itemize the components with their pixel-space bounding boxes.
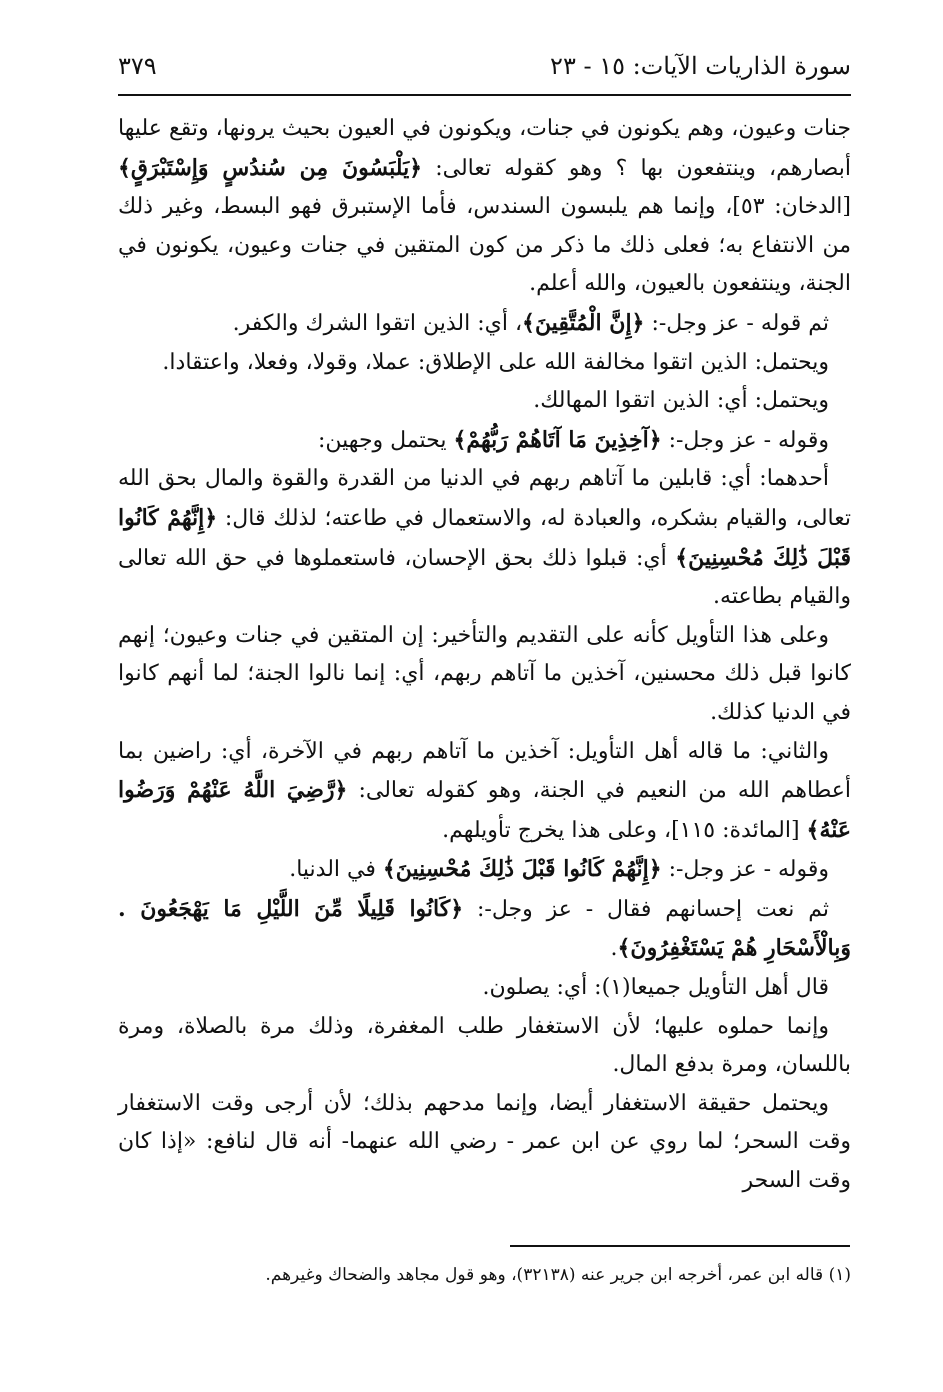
- paragraph-text: يحتمل وجهين:: [318, 427, 454, 453]
- paragraph: [118, 890, 851, 969]
- quran-quote: ﴿آخِذِينَ مَا آتَاهُمْ رَبُّهُمْ﴾: [453, 426, 662, 453]
- header-rule: [118, 94, 851, 96]
- paragraph: [118, 421, 851, 461]
- footnote: (١) قاله ابن عمر، أخرجه ابن جرير عنه (٣٢١٣٨)، وهو قول مجاهد والضحاك وغيرهم.: [265, 1265, 851, 1285]
- page-number: ٣٧٩: [118, 52, 157, 80]
- paragraph: [118, 969, 851, 1008]
- paragraph-text: [الدخان: ٥٣]، وإنما هم يلبسون السندس، فأما الإستبرق فهو البسط، وغير ذلك من الانتفاع به؛ فعلى ذلك ما ذكر من كون المتقين في جنات وعيون، يكونون في الجنة، وينتفعون بالعيون، والله أعلم.: [118, 194, 852, 297]
- footnote-rule: [510, 1245, 850, 1247]
- paragraph-text: وقوله - عز وجل-:: [661, 857, 829, 883]
- paragraph-text: والثاني: ما قاله أهل التأويل: آخذين ما آتاهم ربهم في الآخرة، أي: راضين بما أعطاهم الله من النعيم في الجنة، وهو كقوله تعالى:: [118, 738, 852, 804]
- paragraph: [118, 1085, 851, 1201]
- paragraph: [118, 733, 851, 851]
- paragraph-text: ، أي: الذين اتقوا الشرك والكفر.: [232, 310, 523, 336]
- paragraph-text: ويحتمل: الذين اتقوا مخالفة الله على الإطلاق: عملا، وقولا، وفعلا، واعتقادا.: [162, 349, 829, 375]
- paragraph-text: في الدنيا.: [289, 857, 383, 883]
- paragraph-text: .: [610, 936, 618, 962]
- paragraph-text: ثم قوله - عز وجل-:: [644, 310, 829, 336]
- paragraph: [118, 304, 851, 344]
- running-title: سورة الذاريات الآيات: ١٥ - ٢٣: [550, 52, 851, 80]
- paragraph-text: [المائدة: ١١٥]، وعلى هذا يخرج تأويلهم.: [442, 817, 807, 843]
- paragraph-text: وإنما حملوه عليها؛ لأن الاستغفار طلب المغفرة، وذلك مرة بالصلاة، ومرة باللسان، ومرة بدفع المال.: [118, 1013, 851, 1078]
- paragraph-text: جنات وعيون، وهم يكونون في جنات، ويكونون في العيون بحيث يرونها، وتقع عليها أبصارهم، وينتفعون بها ؟ وهو كقوله تعالى:: [118, 116, 851, 181]
- paragraph: [118, 382, 851, 421]
- quran-quote: ﴿إِنَّهُمْ كَانُوا قَبْلَ ذَٰلِكَ مُحْسِنِينَ﴾: [382, 856, 662, 883]
- quran-quote: ﴿إِنَّهُمْ كَانُوا قَبْلَ ذَٰلِكَ مُحْسِنِينَ﴾: [118, 504, 852, 571]
- paragraph: [118, 850, 851, 890]
- paragraph-text: وعلى هذا التأويل كأنه على التقديم والتأخير: إن المتقين في جنات وعيون؛ إنهم كانوا قبل ذلك محسنين، آخذين ما آتاهم ربهم، أي: إنما نالوا الجنة؛ لما أنهم كانوا في الدنيا كذلك.: [118, 622, 851, 725]
- paragraph-text: وقوله - عز وجل-:: [661, 427, 829, 453]
- paragraph-text: أحدهما: أي: قابلين ما آتاهم ربهم في الدنيا من القدرة والقوة والمال بحق الله تعالى، والقيام بشكره، والعبادة له، والاستعمال في طاعته؛ لذلك قال:: [118, 466, 851, 531]
- paragraph: [118, 1008, 851, 1085]
- page-header: [118, 52, 851, 92]
- quran-quote: ﴿إِنَّ الْمُتَّقِينَ﴾: [522, 309, 645, 336]
- paragraph-text: ثم نعت إحسانهم فقال - عز وجل-:: [463, 896, 829, 922]
- quran-quote: ﴿يَلْبَسُونَ مِن سُندُسٍ وَإِسْتَبْرَقٍ﴾: [118, 154, 423, 181]
- paragraph-text: قال أهل التأويل جميعا(١): أي: يصلون.: [482, 975, 829, 1001]
- paragraph-text: ويحتمل: أي: الذين اتقوا المهالك.: [533, 388, 829, 414]
- paragraph: [118, 460, 851, 616]
- quran-quote: ﴿كَانُوا قَلِيلًا مِّنَ اللَّيْلِ مَا يَهْجَعُونَ . وَبِالْأَسْحَارِ هُمْ يَسْتَغْفِرُونَ﴾: [118, 895, 851, 962]
- main-text: [118, 110, 851, 1201]
- paragraph: [118, 617, 851, 733]
- paragraph: [118, 344, 851, 383]
- paragraph: [118, 110, 851, 304]
- paragraph-text: أي: قبلوا ذلك بحق الإحسان، فاستعملوها في حق الله تعالى والقيام بطاعته.: [118, 545, 851, 610]
- paragraph-text: ويحتمل حقيقة الاستغفار أيضا، وإنما مدحهم بذلك؛ لأن أرجى وقت الاستغفار وقت السحر؛ لما روي عن ابن عمر - رضي الله عنهما- أنه قال لنافع: «إذا كان وقت السحر: [118, 1090, 851, 1194]
- quran-quote: ﴿رَّضِيَ اللَّهُ عَنْهُمْ وَرَضُوا عَنْهُ﴾: [118, 777, 851, 843]
